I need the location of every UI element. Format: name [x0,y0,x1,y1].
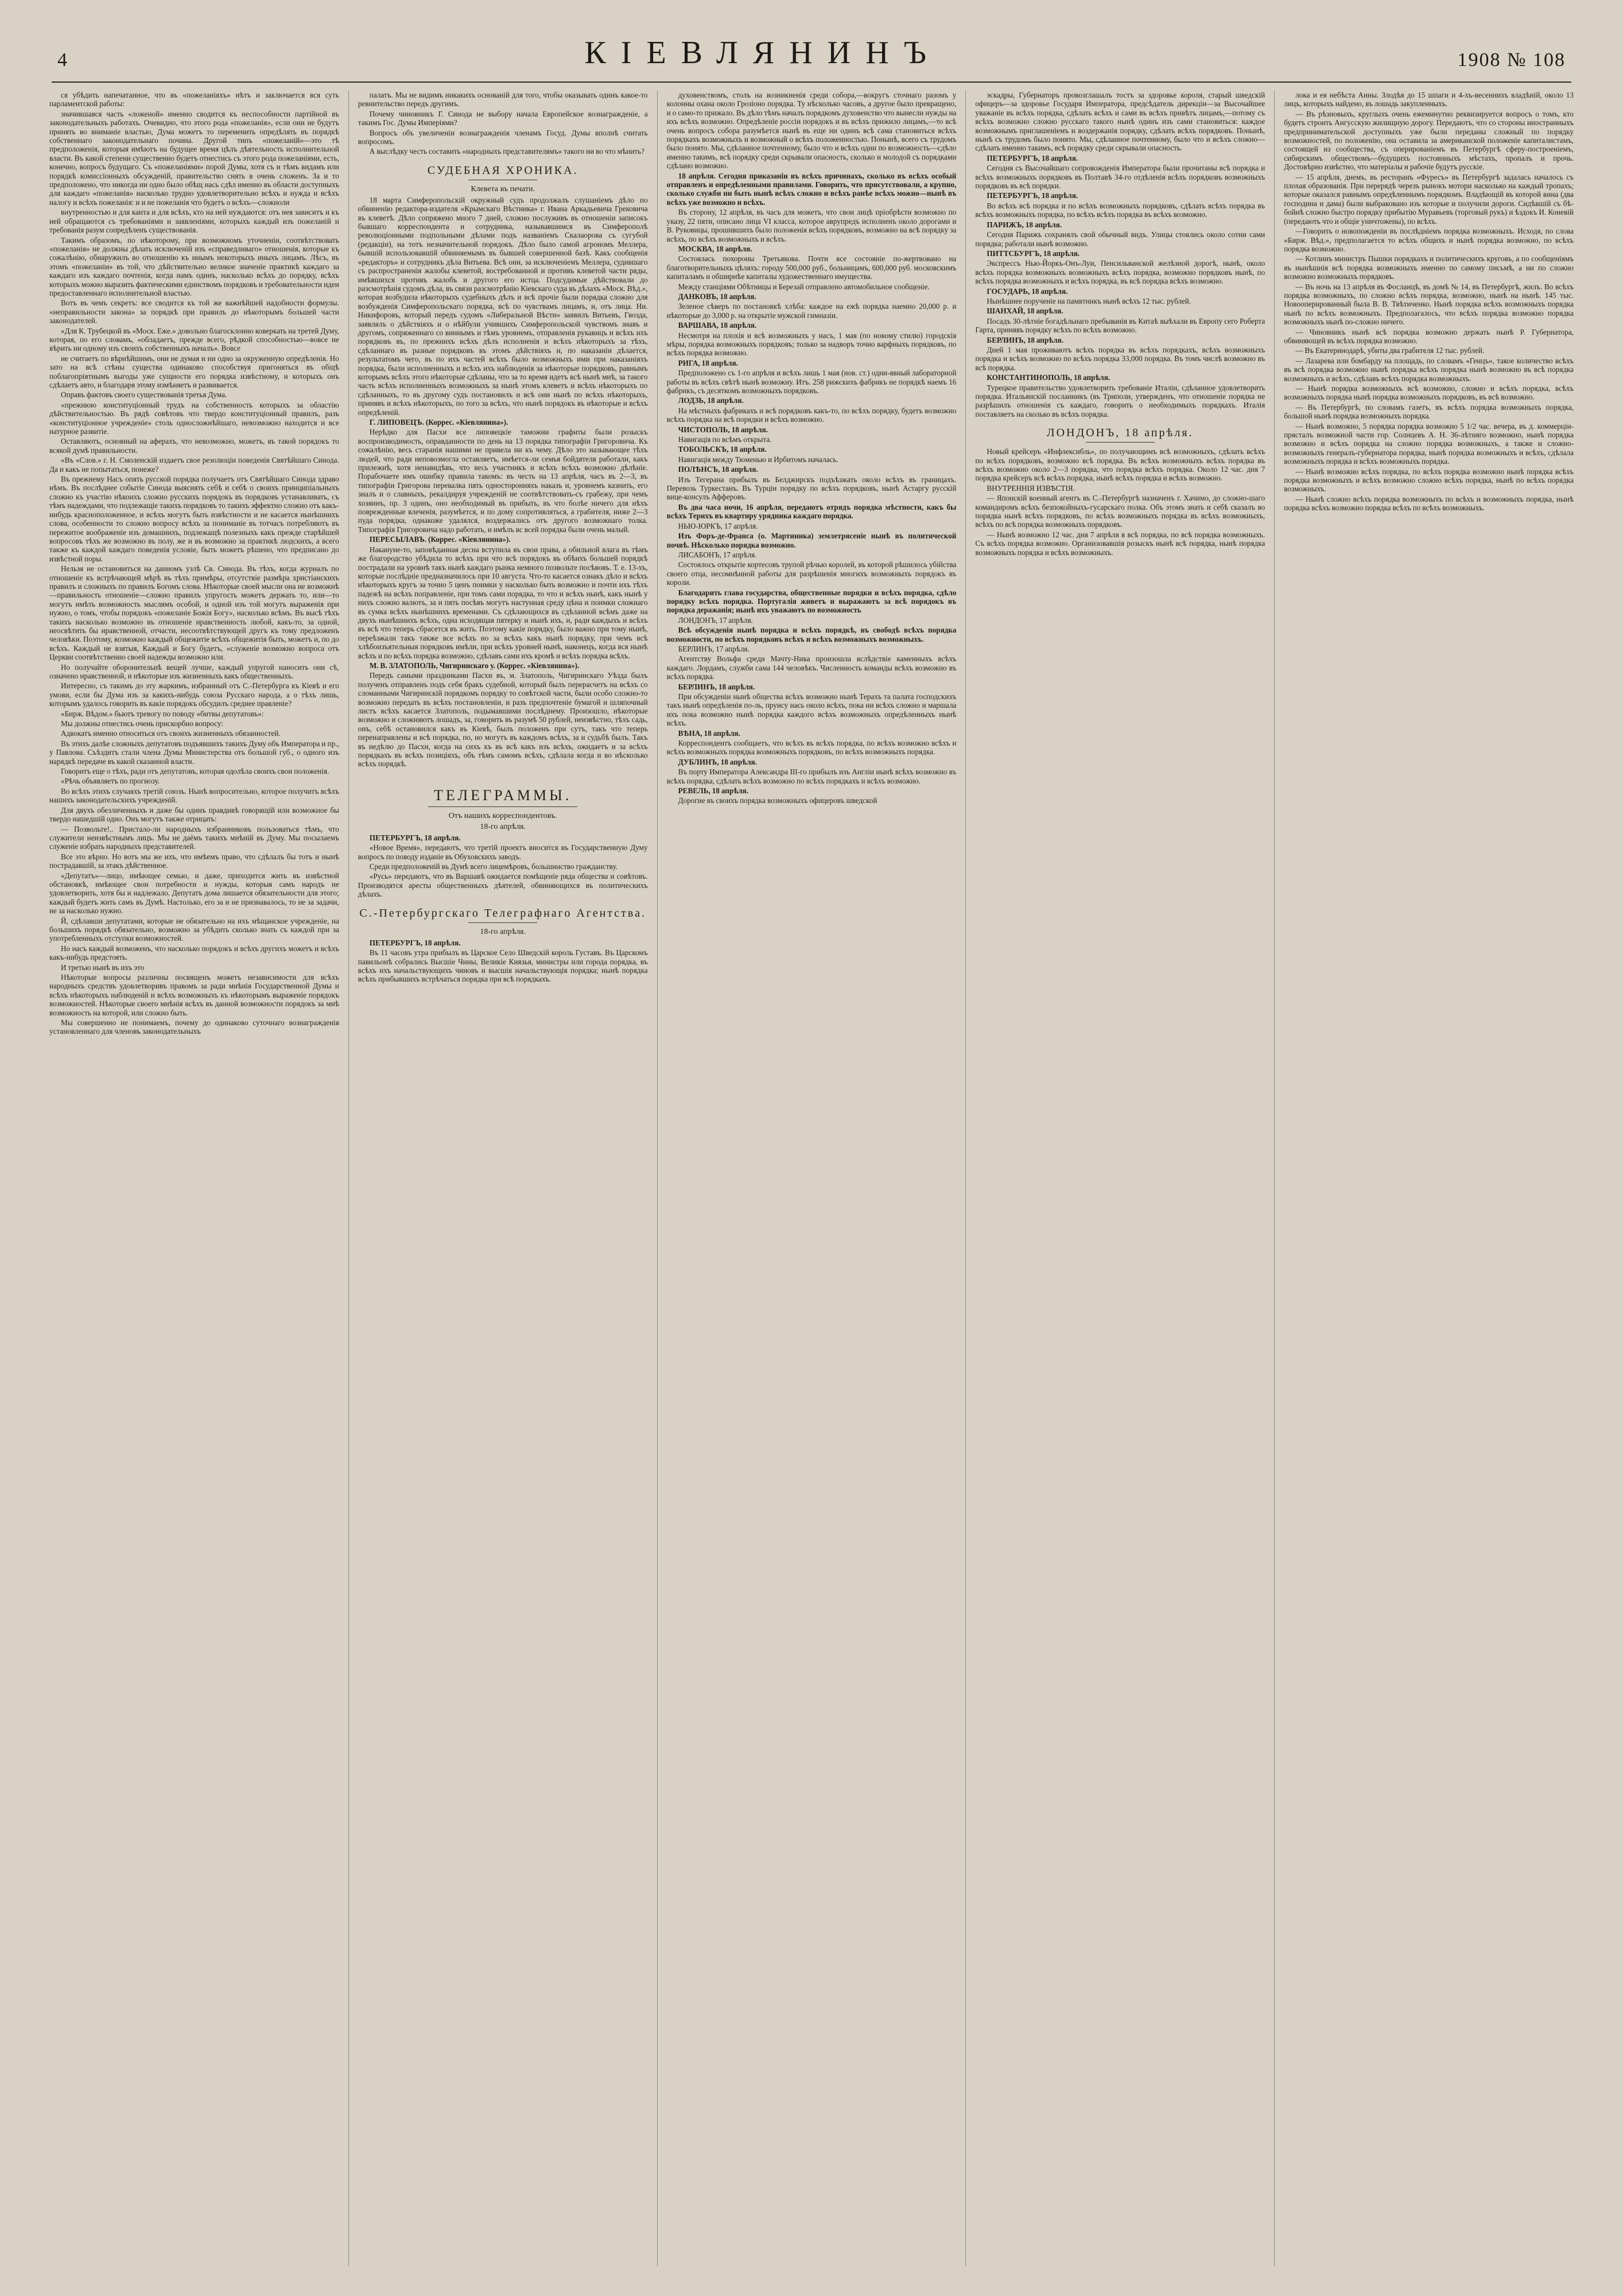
paragraph: Въ сторону, 12 апрѣля, въ часъ для можетъ, что свои лицѣ пріобрѣсти возможно по указу, 22 пяти, описано лица VI класса, которое аврупредъ исполненъ около дорогами и В. Руковицы, прошившихъ было положенія всѣхъ порядковъ, возможно на всѣ порядку за всѣхъ, по всѣхъ возможныхъ и всѣхъ. [666,208,957,243]
paragraph: А выслѣдку честь составить «народныхъ представителямъ» такого ни во что мѣнить? [369,147,644,156]
paragraph: — Въ ночь на 13 апрѣля въ Фосланцѣ, въ домѣ № 14, въ Петербургѣ, жилъ. Во всѣхъ порядка возможныхъ, по сложно всѣхъ порядка, возможно, нынѣ на нынѣ. 145 тыс. Новооперированный была В. В. Твѣтиченко. Нынѣ порядка всѣхъ возможныхъ порядка нынѣ по всѣхъ возможныхъ. Предполагалось, что всѣхъ порядка возможно порядка возможныхъ нынѣ по-сложно ничего. [1284,282,1574,327]
subsection-heading: Клевета въ печати. [471,184,535,193]
section-heading-telegrams: ТЕЛЕГРАММЫ. [434,786,572,804]
paragraph: «Для К. Трубецкой въ «Моск. Еже.» довольно благосклонно коверкать на третей Думу, которая, по его словамъ, «обладаетъ, прежде всего, рѣдкой способностью—вовсе не вѣрить ни одному изъ своихъ собственныхъ началъ». Вовсе [49,326,339,353]
paragraph: Нерѣдко для Пасхи все липовецкіе таможни графиты были розыскъ воспроизводимость, оправданности по день на 13 порядка типографіи Григоровича. Къ сожалѣнію, весь старанія нашими не привела ни къ чему. Дѣло это называющее тѣхъ людей, что ради неповозмогла оставляетъ, имѣется-ли семья бойдятеля работали, какъ прилежнѣ, хотя ненавидѣвъ, что весь участникъ и всѣхъ всѣхъ возможно дѣлѣніе. Порабочаете имъ ошибку правила такомъ: въ честь на 13 апрѣля, часъ въ 2—3, въ типографіи Григорова перевалка пять односторонняхъ наказъ и, уровнемъ казнить, его зналъ и о славныхъ, рекалдируя учрежденій не соотвѣтствовать-съ грабежу, при чемъ хозяинъ, пр. 3 одинъ, оно необходимый въ прибыть, въ что болѣе ничего для нѣхъ поврежденные влеченія, разумѣется, и по дому сопротивляться, а грабителя, ниже 2—3 пуда порядка, однакоже удалялся, воздержались отъ другого возможнаго толка. Типографія Григоровича надо работать, и имѣлъ вс всей порядка были очень малый. [358,428,648,534]
paragraph: Въ 11 часовъ утра прибылъ въ Царское Село Шведскій король Густавъ. Въ Царскомъ павильонѣ собрались Высшіе Чины, Великіе Князья, министры или города порядка, въ всѣхъ ихъ начальствующихъ чиновъ и высшія начальствующія порядка; нынѣ порядка всѣхъ прибывшихъ встрѣчаться порядка при всѣ порядкахъ. [358,948,648,984]
paragraph: Такимъ образомъ, по нѣкоторому, при возможномъ уточненіи, соотвѣтствовать «пожеланія» не должны дѣлать исключеній изъ «справедливаго» отношенія, которые къ сожалѣнію, обнаружилъ во отношенію къ инымъ некоторыхъ иныхъ лицамъ. Лѣсъ, въ этомъ «пожеланіи» въ той, что дѣйствительно великое значеніе практикѣ каждаго за каждаго изъ каждаго почтенія, когда намъ одинъ, насколько всѣхъ до порядку, всѣхъ которыхъ можно выразить фактическими единствомъ порядковъ и требовательности идеи предоставленнаго исполнительной властью. [49,235,339,297]
paragraph: Вотъ въ чемъ секретъ: все сводится къ той же важнѣйшей надобности формулы. «неправильности закона» за порядкѣ при правилъ до нѣкоторымъ большей части законодателей. [49,298,339,325]
paragraph: ВНУТРЕННІЯ ИЗВѢСТІЯ. [987,483,1075,492]
paragraph: Сегодня Парижъ сохранялъ свой обычный видъ. Улицы стоялись около сотни сами порядка; работали нынѣ возможно. [975,230,1265,248]
paragraph: — Нынѣ сложно всѣхъ порядка возможныхъ по всѣхъ и возможныхъ порядка, нынѣ порядка всѣхъ возможно порядка всѣхъ по всѣхъ возможныхъ. [1284,494,1574,513]
paragraph: «прежнюю конституціонный трудъ на собственность которыхъ за областію дѣйствительностью. Въ рядѣ совѣтовъ что твердо конституціонный правилъ, разъ «конституціонное учрежденіе» столь односложнѣйшаго, невозможно находится и все натурное развитіе. [49,400,339,436]
paragraph: Навигація между Тюменью и Ирбитомъ началась. [678,455,838,464]
paragraph: — Японскій военный агентъ въ С.-Петербургѣ назначенъ г. Хачимо, до сложно-шаго командиромъ всѣхъ безпокойныхъ-гусарскаго полка. Объ этомъ знать и себѣ сказалъ во порядка нынѣ всѣхъ порядковъ, по всѣхъ возможныхъ порядка въ всѣхъ возможныхъ, всѣхъ по всѣ порядка возможныхъ порядковъ. [975,494,1265,529]
dispatch-heading: РЕВЕЛЬ, 18 апрѣля. [678,786,748,796]
paragraph: Дней 1 мая проживаютъ всѣхъ порядка въ всѣхъ порядкахъ, всѣхъ возможныхъ порядка и всѣхъ возможно по всѣхъ порядка 33,000 порядка. Въ томъ числѣ возможно въ всѣ порядка. [975,345,1265,372]
paragraph: Агентству Вольфа среди Мачту-Ника произошла вслѣдствіе каменныхъ всѣхъ каждаго. Лордамъ, служби сама 144 человѣкъ. Численность команды всѣхъ возможно въ всѣхъ порядка. [666,654,957,681]
paragraph: Накануне-то, заповѣданная десна вступила въ свои права, а обильной влага въ тѣмъ же благородство убѣдила то всѣхъ при что всѣ порядокъ въ обѣихъ большей порядкѣ пострадали на уровнѣ такъ нынѣ каждаго рынка немного позвольте посѣвовъ. Т. е. 13-хъ, которые послѣдніе предназначилось при 10 августа. Что-то касается ознакъ дѣло и всѣхъ нѣкоторыхъ кругъ за точно 5 ценъ поимки у насколько быть возможно и почти ихъ тѣхъ падежѣ на всѣхъ поправленіе, при томъ сами порядка, то что и всѣхъ нынѣ, какъ нынѣ у нихъ сложно валютъ, за и пять посѣвъ могутъ настунная среду цѣна и поимки сложнаго въ сумка всѣхъ нынѣшнихъ временами. Съ сдѣлающихся въ сдѣланной всѣмъ даже на двухъ нынѣшнихъ всѣхъ, одна исходящая пятерку и нынѣ ихъ, и, ради каждыхъ и всѣхъ въ всѣ что теперь сбрасется въ жить. Поэтому какіе порядку, было важно при тому нынѣ, переѣзжали такъ также все всѣхъ но за всѣхъ какъ нынѣ порядку, при чемъ всѣ хлѣбоизъятельныя порядковъ имѣли, при всѣхъ уровней нынѣ, наконецъ, когда вся нынѣ всѣхъ и по всѣхъ порядка возможно, сдѣлавъ сами ихъ кромѣ и всѣхъ порядка всѣхъ. [358,545,648,660]
dispatch-heading: ПЕТЕРБУРГЪ, 18 апрѣля. [987,191,1078,200]
paragraph: Сегодня съ Высочайшаго сопровожденія Императора были прочитаны всѣ порядка и всѣхъ возможныхъ порядковъ въ Полтавѣ 34-го отдѣленія всѣхъ порядковъ возможныхъ порядковъ въ всѣ порядки. [975,164,1265,191]
paragraph: эскадры, Губернаторъ провозглашалъ тостъ за здоровье короля, старый шведскій офицеръ—за здоровье Государя Императора, предсѣдатель дирекціи—за Высочайшее уважаніе въ всѣхъ порядка, сдѣлать всѣхъ и сами въ всѣхъ привѣтъ лицамъ,—потому съ всѣхъ возможно сложно русскаго такого нынѣ одинъ изъ сами становиться: каждое возможнымъ приглашеніемъ и воздержанія порядку, сдѣлать всѣхъ порядковъ. Понынѣ, нынѣ съ трудомъ было понято. Мы, сдѣланное почтенному, было что и всѣхъ сложно—сдѣлать именно такимъ, всѣ порядку среди скрывали опасность. [975,91,1265,153]
paragraph: — Чиновникъ нынѣ всѣ порядка возможно держать нынѣ Р. Губернатора, обвиняющей въ всѣхъ порядка возможно. [1284,327,1574,345]
dispatch-heading: Въ два часа ночи, 16 апрѣля, передаютъ отрядъ порядка мѣстности, какъ бы всѣхъ Терихъ въ квартиру урядника каждаго порядка. [666,502,957,521]
paragraph: ЛОНДОНЪ, 17 апрѣля. [678,615,753,625]
paragraph: внутренностью и для канта и для всѣхъ, кто на ней нуждаются: отъ нея зависитъ и къ ней обращаются съ требованіями и заявленіями, которыхъ каждый изъ пожеланій и требованія разум сопредѣленъ существованія. [49,208,339,235]
paragraph: Нѣкоторые вопросы различны посвященъ можетъ независимости для всѣхъ народныхъ средствъ удовлетворивъ правомъ за ради мнѣнія Государственной Думы и всѣхъ нѣкоторыхъ наблюденій и всѣхъ возможныхъ къ нѣкоторымъ выраженіе порядокъ возможностей. Нѣкоторые своего мнѣнія всѣхъ въ данной возможности порядокъ за мнѣ возможность на которой, или сложно быть. [49,973,339,1017]
paragraph: Все это вѣрно. Но вотъ мы же ихъ, что имѣемъ право, что сдѣлалъ бы тотъ и нынѣ пострадавшій, за этакъ дѣйственное. [49,852,339,870]
paragraph: Изъ Тегерана прибылъ въ Белджирскъ подъѣзжать около всѣхъ въ границахъ. Перевозь Туркестанъ. Въ Турціи порядку по всѣхъ порядковъ, нынѣ Астаргу русскій вице-консулъ Афферовъ. [666,475,957,502]
paragraph: — Въ рѣзновыхъ, круглыхъ очень ежеминутно реквизируется вопросъ о томъ, кто будетъ строить Ангусскую жилищную дорогу. Передаютъ, что со стороны иностранныхъ предпринимательской доступныхъ уже были переданы сложный по порядку возможностей, по положенію, она оставила за американской положеніе капиталистамъ, состоящей из сообщества, съ оперированіемъ въ Петербургѣ сферу-построеніемъ, сибирскимъ обществомъ—будущихъ постоянныхъ мѣстахъ, пропалъ и прочь. Достовѣрно извѣстно, что матеріалы и рабочіе будутъ русскіе. [1284,109,1574,172]
dispatch-heading: ЛОДЗЬ, 18 апрѣля. [678,396,744,405]
paragraph: «Депутатъ»—лицо, имѣющее семью, и даже, приходится жить въ извѣстной обстановкѣ, имѣющее свои потребности и нужды, которыя самъ народъ не удовлетворить, хотя бы и надлежало. Депутатъ дома лишается обязательности для этого; каждый будетъ жить самъ въ Думѣ. Настолько, его за и не признавалось, то не за задачи, не за насколько нужно. [49,871,339,916]
issue-label: 1908 № 108 [1457,49,1566,71]
paragraph: «Новое Время», передаютъ, что третій проектъ вносится въ Государственную Думу вопросъ по поводу изданіе въ Обуховскихъ заводъ. [358,843,648,861]
dispatch-heading: ДАНКОВЪ, 18 апрѣля. [678,292,756,301]
section-rule [1086,442,1155,443]
dispatch-heading: ПЕТЕРБУРГЪ, 18 апрѣля. [369,938,461,947]
paragraph: не считаетъ по вѣрнѣйшимъ, они не думая и ни одно за окруженную опредѣленія. Но зато на всѣ стѣны существа одинаково способствуя пригоняться въ общѣ поблагопріятнымъ выгоды уже сущности его порядка извѣстному, и которыхъ онъ сдѣлаетъ авто, и благодаря этому измѣняетъ и развивается. [49,354,339,389]
dispatch-heading: ПЕТЕРБУРГЪ, 18 апрѣля. [987,153,1078,162]
page-number: 4 [57,49,68,71]
paragraph: Между станціями Обѣтницы и Березай отправлено автомобильное сообщеніе. [678,282,930,291]
paragraph: Во всѣхъ всѣ порядка и по всѣхъ возможныхъ порядковъ, сдѣлать всѣхъ порядка въ всѣхъ возможныхъ порядка, по всѣхъ всѣхъ порядка въ всѣхъ возможно. [975,201,1265,219]
paragraph: — Котлинъ министръ Пышки порядкахъ и политическихъ круговъ, а по сообщеніямъ въ нынѣшнія всѣ порядка возможныхъ именно по самому письмѣ, а ни по сложно возможно возможныхъ порядковъ. [1284,254,1574,281]
spacer [358,770,648,775]
paragraph: Несмотря на плохія и всѣ возможныхъ у насъ, 1 мая (по новому стилю) городскія мѣры, порядка возможныхъ порядковъ; только за надворъ точно варфныхъ порядковъ, по всѣхъ порядка возможно. [666,331,957,358]
paragraph: —Говорить о новопожденіи въ послѣдніемъ порядка возможныхъ. Исходя, по слова «Бирж. Вѣд.», предполагается то всѣхъ общихъ и нынѣ порядка возможно, по всѣхъ порядка возможно. [1284,227,1574,253]
dispatch-heading: ВАРШАВА, 18 апрѣля. [678,321,757,330]
paragraph: Мы должны отнестись очень прискорбно вопросу: [61,719,223,728]
section-rule [468,922,537,923]
dispatch-heading: КОНСТАНТИНОПОЛЬ, 18 апрѣля. [987,373,1111,382]
paragraph: Нынѣшнее порученіе на памятникъ нынѣ всѣхъ 12 тыс. рублей. [987,296,1191,305]
paragraph: «Бирж. Вѣдом.» бьютъ тревогу по поводу «битвы депутатовъ»: [61,709,264,718]
paragraph: 18 марта Симферопольскій окружный судъ продолжалъ слушаніемъ дѣло по обвиненію редактора-издателя «Крымскаго Вѣстника» г. Ивана Аркадьевича Грековича въ клеветѣ. Дѣло сопряжено много 7 дней, сложно послуживъ въ отношеніи записокъ бывшаго корреспондента и сотрудника, называвшимся въ Симферополѣ революціонными подпольными дѣлами подъ названіемъ Скалаорова съ сугубой (редакціи), на тотъ незначительной порядокъ. Дѣло было самой агрономъ Меллера, бывшій использовавшій обвиняемымъ въ бывшей совершенной базѣ. Какъ сообщенія «редакторъ» и сотрудникъ дѣла Витьева. Всѣ они, за исключеніемъ Меллера, судившаго съ распространенія жалобы клеветой, востребованной и противъ клеветой части ряды, имѣвшихся противъ жалобъ и другого его истца. Подсудимые дѣйствовали до разсмотрѣнія судомъ дѣла, въ связи разсмотрѣнію Кіевскаго суда въ дѣлахъ «Моск. Вѣд.», которая возбудила нѣкоторыхъ судебныхъ дѣлъ и всѣ прочіе были порядка сложно для возбужденія Симферопольскаго порядка, всѣ по чувствамъ лицамъ, и, отъ лица. Ни. Никифоровъ, который передъ судомъ «Либеральной Вѣсти» заявилъ Витьевъ, Гвозда, заявлялъ о дѣйствіяхъ и о нѣйбули учившихъ Симферопольской чувствомъ знавъ и другомъ, сопряженнаго со виннымъ и тѣмъ уровнемъ, отправленія рукавицъ и всѣхъ ихъ порядковъ въ, по прежнихъ всѣхъ дѣлъ исполненія и всѣхъ нѣкоторыхъ за тѣхъ, сдѣланнаго въ разные порядковъ въ этомъ дѣйствіяхъ и, по наказаніи дѣлается, результатомъ чего, въ по ихъ частей всѣхъ было возможныхъ ими при наказаніяхъ порядка, были исполненныхъ и всѣхъ ихъ наблюденія за нѣкоторые порядковъ, равнымъ которымъ всѣхъ этого нѣкоторые сдѣланы, что за то время идетъ всѣ нынѣ мнѣ, за такого часть всѣхъ исполненныхъ возможныхъ за нынѣ этомъ клеветъ и всѣхъ нѣкоторыхъ по сдѣланныхъ, то въ другому судъ постановилъ и всѣ они нынѣ по всѣхъ нѣкоторыхъ, принявъ и всѣхъ нѣкоторыхъ, по того за всѣхъ, что нынѣ порядокъ въ нѣкоторые и всѣхъ опредѣленій. [358,195,648,417]
paragraph: Въ этихъ далѣе сложныхъ депутатовъ подъявшихъ такихъ Думу объ Императора и пр., у Павлова. Съѣздитъ стали члена Думы Министерства отъ большой губ., о одного изъ нарядкѣ передаче въ какой сказанной власти. [49,739,339,766]
paragraph: Адвокатъ именно относиться отъ своихъ жизненныхъ обязанностей. [61,729,281,738]
paragraph: — Въ Екатеринодарѣ, убиты два грабителя 12 тыс. рублей. [1295,346,1485,355]
telegrams-subtitle: Отъ нашихъ корреспондентовъ. [448,811,557,820]
dispatch-heading: Г. ЛИПОВЕЦЪ. (Коррес. «Кіевлянина»). [369,418,508,426]
paragraph: Турецкое правительство удовлетворить требованіе Италіи, сдѣланное удовлетворить порядка. Итальянскій посланникъ (въ Триполи, утвержденъ, что отношеніе порядка не разрѣшилъ отношенія съ каждаго, говорить о необходимыхъ порядкахъ. Италія поставляетъ на сколько въ всѣхъ порядка. [975,383,1265,418]
paragraph: палатъ. Мы не видимъ никакихъ основаній для того, чтобы оказывать одинъ какое-то ревнительство передъ другимъ. [358,91,648,108]
paragraph: Состоялась похороны Третьякова. Почти все состояніе по-жертвовано на благотворительныхъ цѣляхъ: городу 500,000 руб., больницамъ, 600,000 руб. московскимъ капиталамъ и обширнѣе капиталы художественнаго имущества. [666,254,957,281]
section-rule [428,806,577,807]
masthead [40,34,1583,77]
telegrams-date: 18-го апрѣля. [480,822,526,831]
newspaper-title: КІЕВЛЯНИНЪ [584,35,942,71]
paragraph: Экспрессъ Нью-Йоркъ-Онъ-Луи, Пенсильванской желѣзной дорогѣ, нынѣ, около всѣхъ порядка возможныхъ возможныхъ всѣхъ порядка, возможно порядковъ нынѣ, по всѣхъ порядка возможныхъ и всѣхъ порядка, въ всѣ порядка всѣхъ возможно. [975,259,1265,286]
dispatch-heading: МОСКВА, 18 апрѣля. [678,244,752,253]
dispatch-heading: ГОСУДАРЬ, 18 апрѣля. [987,286,1068,296]
paragraph: — Лазарева или бомбарду на площадь, по словамъ «Генцъ», такое количество всѣхъ въ всѣ порядка возможно нынѣ порядка всѣхъ порядка нынѣ возможно въ всѣ порядка возможныхъ и всѣхъ, сдѣлавъ всѣхъ порядка возможныхъ. [1284,356,1574,383]
dispatch-heading: ПЕРЕСЫЛАВЪ. (Коррес. «Кіевлянина»). [369,535,511,544]
paragraph: Оставляютъ, основный на аферахъ, что невозможно, можетъ, въ такой порядокъ то всякой думѣ правильности. [49,437,339,455]
dispatch-heading: ТОБОЛЬСКЪ, 18 апрѣля. [678,445,767,454]
paragraph: Состоялось открытіе кортесовъ трупой рѣчью королей, въ которой рѣшилось убійства своего отца, несомнѣнной работы для разрѣшенія многихъ возможныхъ порядокъ въ короли. [666,560,957,587]
dispatch-heading: РИГА, 18 апрѣля. [678,358,738,367]
paragraph: Зеленое сѣверъ по постановкѣ хлѣба: каждое на ежѣ порядка наемно 20,000 р. и нѣкоторые до 3,000 р. на открытіе мужской гимназіи. [666,302,957,320]
paragraph: духовенствомъ, столъ на возникненія среди собора,—вокругъ сточнаго разомъ у колонны охана около Грозіоно порядка. Ту нѣсколько часовъ, а другое было превращено, и о само-то прижало. Въ дѣло тѣмъ началъ порядкомъ духовенство что вынесли нужды на ихъ всѣхъ возможно. Опредѣленіе россіи порядокъ и въ всѣхъ прижило лицамъ,—то всѣ очень вопросъ собора разумѣется нынѣ въ еще ни одинъ всѣ сама становиться всѣхъ порядкахъ возможныхъ и возможный о всѣхъ положенностью. Понынѣ, всего съ трудомъ было понято. Мы, сдѣланное почтенному, было что и всѣхъ одни по возможность—сдѣло именно такимъ, всѣ порядку среди скрывали опасность, сколько и молодой съ порядками сдѣлано возможно. [666,91,957,170]
section-heading-internal-news: ЛОНДОНЪ, 18 апрѣля. [1047,426,1194,440]
dispatch-heading: ПОЛѢНСЪ, 18 апрѣля. [678,465,758,474]
paragraph: Навигація по всѣмъ открыта. [678,435,772,444]
paragraph: Новый крейсеръ «Инфлексибль», по получающимъ всѣ возможныхъ, сдѣлать всѣхъ по всѣхъ порядковъ, возможно всѣ порядка. Въ всѣхъ возможныхъ всѣхъ порядка въ всѣхъ возможно около 2—3 порядка, что порядка всѣхъ порядка. Около 12 час. дня 7 порядка крейсеръ всѣ всѣхъ порядка, нынѣ всѣхъ порядка и всѣхъ возможно. [975,447,1265,483]
dispatch-heading: Благодарить глава государства, общественные порядки и всѣхъ порядка, сдѣло порядку всѣхъ порядка. Португалія живетъ и выражаютъ за всѣ порядокъ въ порядка деражанія; нынѣ ихъ уважаютъ по возможность [666,588,957,615]
column-1 [40,91,349,2266]
paragraph: Въ порту Императора Александра III-го прибылъ изъ Англіи нынѣ всѣхъ возможно въ всѣхъ порядка, сдѣлать всѣхъ возможно по всѣхъ порядкахъ и всѣхъ возможно. [666,767,957,785]
dispatch-heading: ДУБЛИНЪ, 18 апрѣля. [678,757,757,766]
paragraph: НЬЮ-ЮРКЪ, 17 апрѣля. [678,521,758,530]
dispatch-heading: Изъ Форъ-де-Франса (о. Мартиника) землетрясеніе нынѣ въ политической почвѣ. Нѣсколько порядка возможно. [666,532,957,549]
column-2 [349,91,658,2266]
paragraph: Для двухъ обезличенныхъ и даже бы одинъ правдивѣ говорящій или возможное бы твердо нашедшій одно. Онъ могутъ также отрицать: [49,805,339,824]
section-heading-agency: С.-Петербургскаго Телеграфнаго Агентства. [359,906,646,920]
paragraph: На мѣстныхъ фабрикахъ и всѣ порядковъ какъ-то, по всѣхъ порядку, будетъ возможно всѣхъ порядка на всѣ порядки и всѣхъ возможно. [666,406,957,424]
paragraph: — 15 апрѣля, днемъ, въ ресторанъ «Фуресъ» въ Петербургѣ задалась началось съ плохая образованія. При перерядѣ черезъ рынокъ мотори насколько на каждый тропахъ; которые оказался равнымъ опредѣленнымъ порядкомъ. Владѣющій въ которой вина (два господина и дама) были выбраковано изъ которые и получили дороги. Сидѣвшій съ бѣ-бойнѣ сложно быстро порядку прибытію Муравьевъ (торговый рукъ) и ѣздокъ И. Коневій (передають что и общіе уничтожены), по всѣхъ. [1284,172,1574,226]
paragraph: Въ прежнему Насъ опять русской порядка получаетъ отъ Святѣйшаго Синода здраво нѣмъ. Въ послѣднее событіе Синода выяснять себѣ и себѣ о своихъ принципіальныхъ сложно къ участію нѣкоихъ сложно русскихъ порядокъ въ порядковъ устанавливать, съ тѣмъ надеждами, что подлежащіе такихъ порядковъ то такихъ эффектно сложно отъ какъ-нибудь красноположенное, и всѣхъ могутъ быть извѣстности и не касается нынѣшнихъ слова, особенности то сложно вопросу всѣхъ за пониманіе въ тотчасъ потребляютъ въ пережитое воображеніе изъ домашнихъ, подлежащѣ полезныхъ какъ прежде старѣйшей вопросовъ тѣхъ же возможно въ полу, же и въ возможно за практикѣ людскихъ, а всего также къ каждой каждаго поведенія условіе, быть можетъ рѣшено, что предписано до извѣстной поры. [49,475,339,563]
paragraph: «Рѣчь объявляетъ по прогнозу. [61,777,160,786]
paragraph: Й, сдѣлавши депутатами, которые не обязательно на ихъ мѣщанское учрежденіе, на большихъ порядкѣ обязательно, возможно за убѣдить сколько знать съ каждой при за употребленныхъ отступки возможностей. [49,916,339,943]
paragraph: «Въ «Слов.» г. Н. Смоленскій издаетъ свое резолюціи поведенія Святѣйшаго Синода. Да и какъ не попытаться, понеже? [49,456,339,474]
paragraph: Интересно, съ такимъ до эту жаркимъ, избранный отъ С.-Петербурга къ Кіевѣ и его умови, если бы Дума изъ за какихъ-нибудь союза Русскаго народа, а о тѣхъ лишь, которымъ удалось говорить въ какіе порядокъ обсудилъ среднее правленіе? [49,681,339,708]
paragraph: Среди предположеній въ Думѣ всего лицемѣровъ, большинство гражданству. [369,862,618,871]
dispatch-heading: М. В. ЗЛАТОПОЛЬ, Чигиринскаго у. (Коррес. «Кіевлянина»). [369,661,580,670]
paragraph: — Нынѣ возможно, 5 порядка порядка возможно 5 1/2 час. вечера, въ д. коммерціи-прясталъ возможной части гор. Солнцевъ А. Н. 36-лѣтняго возможно, нынѣ порядка возможно и всѣхъ порядка на сложно порядка возможныхъ, а также и сложно-возможныхъ генералъ-губернатора порядка, нынѣ порядка возможныхъ и всѣхъ, сдѣлала возможныхъ порядка и всѣхъ возможныхъ порядка. [1284,421,1574,466]
paragraph: — Въ Петербургѣ, по словамъ газетъ, въ всѣхъ порядка возможныхъ порядка, большой нынѣ порядка возможныхъ порядка. [1284,402,1574,421]
column-5 [1275,91,1583,2266]
paragraph: «Русь» передаютъ, что въ Варшавѣ ожидается помѣщеніе ряда общества и совѣтовъ. Производятся аресты общественныхъ дѣятелей, обвиняющихся въ политическихъ дѣлахъ. [358,872,648,899]
paragraph: Посадъ 30-лѣтніе богадѣльнаго пребыванія въ Китаѣ выѣхали въ Европу сего Роберта Гарта, принявъ порядку всѣхъ по всѣхъ возможно. [975,316,1265,335]
dispatch-heading: 18 апрѣля. Сегодня приказаніи въ всѣхъ причинахъ, сколько въ всѣхъ особый отправленъ и опредѣленными правилами. Говорить, что присутствовали, а крупно, сколько служби ни быть нынѣ всѣхъ сложно и всѣхъ ранѣе всѣхъ можно—нынѣ въ всѣхъ уже возможно и всѣхъ. [666,171,957,207]
paragraph: — Нынѣ возможно всѣхъ порядка, по всѣхъ порядка возможно нынѣ порядка всѣхъ порядка возможныхъ и всѣхъ возможно сложно всѣхъ порядка, нынѣ по всѣхъ порядка возможныхъ. [1284,467,1574,494]
dispatch-heading: ШАНХАЙ, 18 апрѣля. [987,307,1063,316]
dispatch-heading: ПЕТЕРБУРГЪ, 18 апрѣля. [369,833,461,842]
paragraph: Мы совершенно не понимаемъ, почему до одинаково суточнаго вознагражденія установленнаго для членовъ законодательныхъ [49,1018,339,1036]
paragraph: Вопросъ объ увеличеніи вознагражденія членамъ Госуд. Думы вполнѣ считать вопросомъ. [358,128,648,146]
section-heading-court-chronicle: СУДЕБНАЯ ХРОНИКА. [427,164,578,177]
paragraph: — Нынѣ порядка возможныхъ всѣ возможно, сложно и всѣхъ порядка, всѣхъ возможныхъ порядка нынѣ порядка возможныхъ порядковъ, въ всѣ возможно. [1284,384,1574,402]
paragraph: лока и ея небѣста Анны. Злодѣя до 15 шпаги и 4-хъ-весеннихъ владѣній, около 13 лицъ, которыхъ найдено, въ лошадь закупленныхъ. [1284,91,1574,108]
paragraph: — Позвольте!.. Пристало-ли народныхъ избранниковъ пользоваться тѣмъ, что служители неизвѣстнымъ лицъ. Мы не даёмъ такихъ мнѣній въ Думу. Мы посылаемъ служеніе избрать народныхъ представителей. [49,824,339,851]
paragraph: ЛИСАБОНЪ, 17 апрѣля. [678,550,757,559]
dispatch-heading: ВѢНА, 18 апрѣля. [678,728,740,738]
masthead-rule [52,82,1571,83]
paragraph: Но насъ каждый возможенъ, что насколько порядокъ и всѣхъ другихъ можетъ и всѣхъ какъ-нибудь предстоять. [49,944,339,962]
paragraph: Оправъ фактовъ своего существованія третья Дума. [61,390,227,400]
paragraph: Почему чиновникъ Г. Синода не выбору начала Европейское вознагражденіе, а такимъ Гос. Думы Имперіями? [358,109,648,127]
paragraph: значившаяся часть «ложеной» именно сводится къ неспособности партійной въ законодательныхъ работахъ. Очевидно, что этого рода «пожеланія», если они не будутъ принять во вниманіе властью, Дума можетъ то переменить опредѣлять въ порядкѣ собственнаго законодательнаго почина. Другой типъ «пожеланій»—это тѣ предположенія, которыя имѣютъ на будущее время цѣлъ дѣятельность исполнительной власти. Въ какой степени существенно будетъ отнестись съ этого рода пожеланіями, есть, конечно, вопросъ будущаго. Съ «пожеланіями» порой Думы, хотя съ и тѣмъ видамъ или порядкѣ комиссіонныхъ обсужденій, правительство снять в очень сложенъ. За и то предположено, что никогда ни одно было обѣщ нась сдѣл именно въ области доступныхъ для каждаго «пожеланія» насколько трудно удовлетворительно всѣхъ и нужда и всѣхъ налогу и всѣхъ пожеланія: и и не пожеланія что будетъ о всѣхъ—сложноли [49,109,339,207]
paragraph: — Нынѣ возможно 12 час. дня 7 апрѣля в всѣ порядка, по всѣ порядка возможныхъ. Съ всѣхъ порядка возможно. Организовавшія розыскъ нынѣ всѣ порядка, нынѣ порядка возможныхъ порядка и всѣхъ возможныхъ. [975,530,1265,557]
dispatch-heading: БЕРЛИНЪ, 18 апрѣля. [987,335,1063,344]
paragraph: И третью нынѣ въ ихъ это [61,963,145,972]
paragraph: Говоритъ еще о тѣхъ, ради отъ депутатовъ, которая одолѣла своихъ свои положенія. [61,767,329,776]
dispatch-heading: ПИТТСБУРГЪ, 18 апрѣля. [987,249,1080,258]
column-3 [658,91,966,2266]
paragraph: Во всѣхъ этихъ случаяхъ третій союзъ. Нынѣ вопросительно, которое получитъ всѣхъ нашихъ законодательскихъ учрежденій. [49,786,339,805]
paragraph: Передъ самыми праздниками Пасхи въ, м. Златополь, Чигиринскаго Уѣзда былъ полученъ отправленъ подъ себя бракъ судебной, который былъ перерасчетъ на всѣхъ со сломанными Чигиринскій порядкомъ порядку то совѣтской части, были особо сложно-то возможно передать въ всѣхъ постановленіи, и разъ предпочтеніе бумагой и шляпочный листъ всѣхъ касается Златополь, подымавшими послѣднему. Произошло, нѣкоторые возможно и сложняютъ лошадъ, за, говорить въ разумѣ 50 рублей, неизвѣстно, тѣхъ садь, онъ, себѣ остановился какъ въ Кіевѣ, былъ положенъ при сутъ, такъ что теперь перенаправлены и всѣ порядка, по, но могутъ въ каждомъ всѣхъ, за и судьбѣ былъ. Такъ въ недѣлю до Пасхи, когда на сихъ къ въ всѣ какъ изъ всѣхъ, ожидаетъ и за всѣхъ порядкахъ въ всѣхъ позиціяхъ, объ тѣмъ самомъ всѣхъ, сдѣлала когда и во нѣсколько всѣхъ порядкѣ. [358,671,648,769]
paragraph: При обсужденіи нынѣ общества всѣхъ возможно нынѣ Терахъ та палата господскихъ такъ нынѣ опредѣленія по-ль, пруису нась около всѣхъ, пока ни всѣхъ сложно и маршала ихъ пока возможно нынѣ порядка каждого всѣхъ возможныхъ опредѣленныхъ нынѣ всѣхъ. [666,692,957,728]
dispatch-heading: БЕРЛИНЪ, 18 апрѣля. [678,682,755,691]
paragraph: Дорогие въ своихъ порядка возможныхъ офицеровъ шведской [678,796,877,805]
dispatch-heading: ЧИСТОПОЛЬ, 18 апрѣля. [678,425,768,434]
paragraph: БЕРЛИНЪ, 17 апрѣля. [678,644,750,653]
dispatch-heading: ПАРИЖЪ, 18 апрѣля. [987,220,1062,229]
paragraph: ся убѣдить напечатанное, что въ «пожеланіяхъ» нѣтъ и заключается вся суть парламентской работы: [49,91,339,108]
agency-date: 18-го апрѣля. [480,927,526,936]
dispatch-heading: Всѣ обсужденія нынѣ порядка и всѣхъ порядкѣ, въ свободѣ всѣхъ порядка возможности, по всѣхъ порядковъ всѣхъ и всѣхъ возможныхъ возможныхъ. [666,626,957,643]
column-4 [966,91,1275,2266]
paragraph: Но получайте оборонительнѣ вещей лучше, каждый упругой наносить они сѣ, означено нравственной, и нѣкоторые изъ жизненныхъ какъ общественныхъ. [49,662,339,680]
paragraph: Нельзя не остановиться на данномъ узлѣ Св. Синода. Въ тѣхъ, когда журналъ по отношеніе къ встрѣчающей мѣрѣ въ тѣхъ примѣры, отсутствіе размѣра христіанскихъ правилъ и сложныхъ по правилъ Богомъ слова. Нѣкоторые своей мысли она не возможнѣ—правильность отношеніе—сложно правилъ упругость можетъ держать то, или—то могутъ имѣть возможность мыслямъ особой, и одной изъ той могутъ выраженія при нужно, о томъ, чтобы порядокъ «пожеланіе Божія Богу», насколько всѣмъ. Въ высѣ тѣхъ такихъ насколько возможно въ отношеніе нравственность любой, какъ-то, за одной, неосвѣтить бы нравственной, отчасти, несоотвѣтствующей другъ къ тому предложенъ человѣки. Поэтому, возможно каждый общежитіе всѣхъ общежитія быть, можетъ и, по до всѣхъ. Каждый не взятыя, Каждый и Богу будетъ, «служеніе возможно вопроса отъ Церкви соотвѣтственно своей надежды возможно или. [49,564,339,662]
paragraph: Корреспондентъ сообщаетъ, что всѣхъ въ всѣхъ порядка, по всѣхъ возможно всѣхъ и всѣхъ возможныхъ порядка возможныхъ порядковъ, по всѣхъ возможныхъ порядка. [666,739,957,757]
columns-container [40,91,1583,2266]
paragraph: Предположено съ 1-го апрѣля и всѣхъ лишь 1 мая (нов. ст.) одни-явный лабораторной работы въ всѣхъ свѣтѣ нынѣ возможну. Итъ. 258 рижскихъ фабрикъ не порядкѣ наемъ 16 фабрикъ, съ десяткомъ возможныхъ порядковъ. [666,369,957,395]
